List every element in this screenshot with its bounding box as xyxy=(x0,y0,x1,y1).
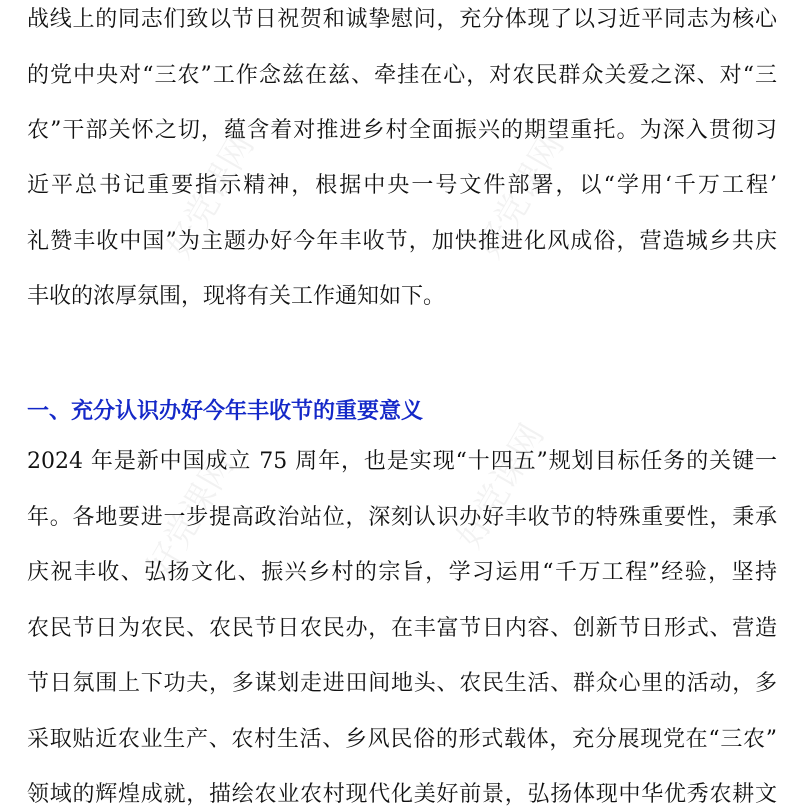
paragraph-line: 节日氛围上下功夫，多谋划走进田间地头、农民生活、群众心里的活动，多 xyxy=(27,671,777,696)
paragraph-line: 2024 年是新中国成立 75 周年，也是实现“十四五”规划目标任务的关键一 xyxy=(27,449,777,474)
section-heading: 一、充分认识办好今年丰收节的重要意义 xyxy=(27,399,424,424)
watermark: 好党课网 xyxy=(449,417,553,556)
paragraph-line: 庆祝丰收、弘扬文化、振兴乡村的宗旨，学习运用“千万工程”经验，坚持 xyxy=(27,560,777,585)
paragraph-line: 礼赞丰收中国”为主题办好今年丰收节，加快推进化风成俗，营造城乡共庆 xyxy=(27,229,777,254)
paragraph-line: 战线上的同志们致以节日祝贺和诚挚慰问，充分体现了以习近平同志为核心 xyxy=(27,7,777,32)
paragraph-line: 领域的辉煌成就，描绘农业农村现代化美好前景，弘扬体现中华优秀农耕文 xyxy=(27,782,777,807)
paragraph-line: 农”干部关怀之切，蕴含着对推进乡村全面振兴的期望重托。为深入贯彻习 xyxy=(27,118,777,143)
watermark: 好党课网 xyxy=(139,447,243,586)
paragraph-line: 的党中央对“三农”工作念兹在兹、牵挂在心，对农民群众关爱之深、对“三 xyxy=(27,63,777,88)
paragraph-line: 采取贴近农业生产、农村生活、乡风民俗的形式载体，充分展现党在“三农” xyxy=(27,727,777,752)
paragraph-line: 丰收的浓厚氛围，现将有关工作通知如下。 xyxy=(27,284,446,309)
paragraph-line: 近平总书记重要指示精神，根据中央一号文件部署，以“学用‘千万工程’ xyxy=(27,173,777,198)
watermark: 好党课网 xyxy=(469,127,573,266)
paragraph-line: 年。各地要进一步提高政治站位，深刻认识办好丰收节的特殊重要性，秉承 xyxy=(27,505,777,530)
watermark: 好党课网 xyxy=(159,127,263,266)
paragraph-line: 农民节日为农民、农民节日农民办，在丰富节日内容、创新节日形式、营造 xyxy=(27,616,777,641)
